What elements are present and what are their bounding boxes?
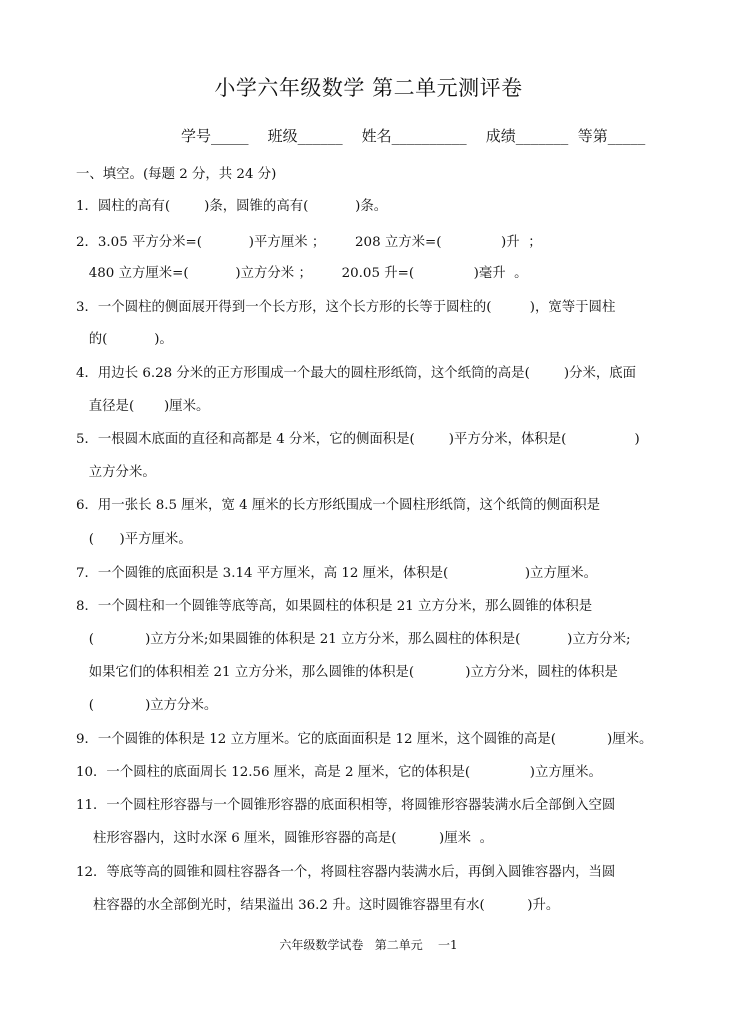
question-3-line-1: 3．一个圆柱的侧面展开得到一个长方形，这个长方形的长等于圆柱的( )，宽等于圆柱 xyxy=(76,300,616,315)
question-4-line-1: 4．用边长 6.28 分米的正方形围成一个最大的圆柱形纸筒，这个纸筒的高是( )分米，底面 xyxy=(76,366,637,381)
question-9: 9．一个圆锥的体积是 12 立方厘米。它的底面面积是 12 厘米，这个圆锥的高是( )厘米。 xyxy=(76,732,653,747)
question-4-line-2: 直径是( )厘米。 xyxy=(76,399,210,414)
question-6-line-1: 6．用一张长 8.5 厘米，宽 4 厘米的长方形纸围成一个圆柱形纸筒，这个纸筒的侧面积是 xyxy=(76,498,601,513)
student-info-line: 学号_____ 班级______ 姓名__________ 成绩_______ 等第_____ xyxy=(181,127,646,145)
page-title: 小学六年级数学 第二单元测评卷 xyxy=(214,76,523,100)
question-8-line-2: ( )立方分米;如果圆锥的体积是 21 立方分米，那么圆柱的体积是( )立方分米; xyxy=(76,632,631,647)
question-7: 7．一个圆锥的底面积是 3.14 平方厘米，高 12 厘米，体积是( )立方厘米。 xyxy=(76,566,598,581)
question-11-line-1: 11．一个圆柱形容器与一个圆锥形容器的底面积相等，将圆锥形容器装满水后全部倒入空圆 xyxy=(76,798,616,813)
question-6-line-2: ( )平方厘米。 xyxy=(76,532,192,547)
section-heading: 一、填空。(每题 2 分，共 24 分) xyxy=(76,167,277,182)
question-10: 10．一个圆柱的底面周长 12.56 厘米，高是 2 厘米，它的体积是( )立方厘米。 xyxy=(76,765,602,780)
page-footer: 六年级数学试卷 第二单元 一1 xyxy=(279,938,458,952)
question-12-line-1: 12．等底等高的圆锥和圆柱容器各一个，将圆柱容器内装满水后，再倒入圆锥容器内，当圆 xyxy=(76,865,616,880)
question-5-line-1: 5．一根圆木底面的直径和高都是 4 分米，它的侧面积是( )平方分米，体积是( ) xyxy=(76,432,640,447)
question-3-line-2: 的( )。 xyxy=(76,332,173,347)
question-5-line-2: 立方分米。 xyxy=(76,465,156,480)
question-8-line-3: 如果它们的体积相差 21 立方分米，那么圆锥的体积是( )立方分米，圆柱的体积是 xyxy=(76,665,618,680)
question-11-line-2: 柱形容器内，这时水深 6 厘米，圆锥形容器的高是( )厘米 。 xyxy=(76,831,493,846)
question-2-line-2: 480 立方厘米=( )立方分米 ； 20.05 升=( )毫升 。 xyxy=(76,266,528,281)
question-1: 1．圆柱的高有( )条，圆锥的高有( )条。 xyxy=(76,199,388,214)
question-8-line-1: 8．一个圆柱和一个圆锥等底等高，如果圆柱的体积是 21 立方分米，那么圆锥的体积是 xyxy=(76,599,593,614)
question-12-line-2: 柱容器的水全部倒光时，结果溢出 36.2 升。这时圆锥容器里有水( )升。 xyxy=(76,898,560,913)
question-2-line-1: 2．3.05 平方分米=( )平方厘米 ； 208 立方米=( )升 ； xyxy=(76,235,542,250)
question-8-line-4: ( )立方分米。 xyxy=(76,698,218,713)
